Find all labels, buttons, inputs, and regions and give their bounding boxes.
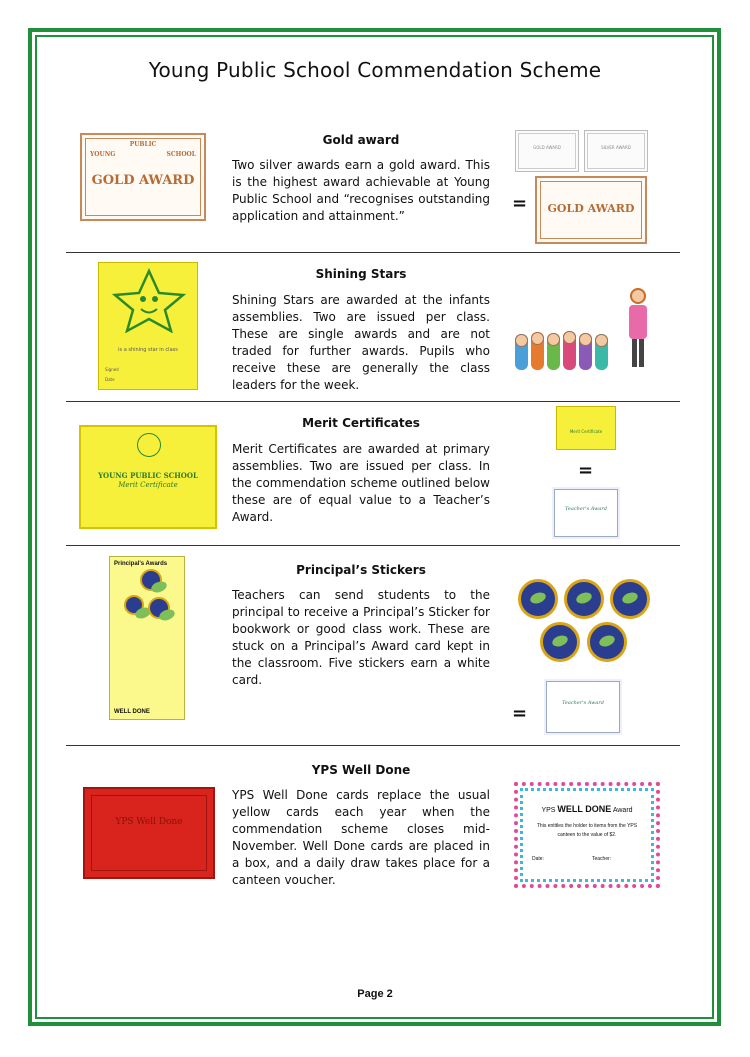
sticker-icon bbox=[148, 597, 170, 619]
children-illustration bbox=[515, 288, 660, 374]
card-field: Date bbox=[105, 377, 115, 382]
section-body: Merit Certificates are awarded at primary assemblies. Two are issued per class. In the commendation scheme outlined below these are of equal value to a Teacher’s Award. bbox=[232, 442, 490, 524]
card-title: YPS Well Done bbox=[115, 817, 183, 827]
merit-certificate-image bbox=[79, 425, 217, 529]
page-number: Page 2 bbox=[357, 988, 393, 1000]
sticker-icon bbox=[140, 569, 162, 591]
gold-award-certificate-image bbox=[80, 133, 206, 221]
card-field: Teacher: bbox=[592, 856, 612, 862]
section-divider bbox=[66, 545, 680, 546]
equals-sign: = bbox=[578, 460, 594, 481]
section-title: YPS Well Done bbox=[311, 763, 411, 777]
section-body: YPS Well Done cards replace the usual yellow cards each year when the commendation scheme closes mid-November. Well Done cards are placed in a box, and a daily draw takes place for a canteen voucher. bbox=[232, 788, 490, 887]
principal-sticker-icon bbox=[587, 622, 627, 662]
card-suffix: Award bbox=[612, 807, 633, 814]
principals-award-card-image bbox=[109, 556, 185, 720]
well-done-award-card-image bbox=[514, 782, 660, 888]
card-field: Signed bbox=[105, 367, 119, 372]
school-crest-icon bbox=[137, 433, 161, 457]
card-title: Principal's Awards bbox=[114, 561, 168, 567]
cert-text: SILVER AWARD bbox=[601, 145, 631, 150]
sticker-icon bbox=[124, 595, 144, 615]
teachers-award-card-image bbox=[546, 681, 620, 733]
star-icon bbox=[99, 263, 199, 333]
section-body: Two silver awards earn a gold award. This is the highest award achievable at Young Public School and “recognises outstanding application and attainment.” bbox=[232, 158, 490, 223]
yps-well-done-red-card-image bbox=[83, 787, 215, 879]
section-divider bbox=[66, 745, 680, 746]
section-title: Shining Stars bbox=[315, 267, 407, 281]
cert-school: YOUNG PUBLIC SCHOOL bbox=[98, 471, 198, 480]
silver-award-certificate-image bbox=[515, 130, 579, 172]
page-title: Young Public School Commendation Scheme bbox=[148, 58, 602, 82]
teacher-figure bbox=[627, 288, 649, 370]
silver-award-certificate-image bbox=[584, 130, 648, 172]
card-heading bbox=[518, 804, 656, 814]
principal-sticker-icon bbox=[540, 622, 580, 662]
cert-text: YOUNG bbox=[90, 151, 116, 158]
equals-sign: = bbox=[512, 193, 528, 214]
cert-title: GOLD AWARD bbox=[91, 173, 195, 188]
section-divider bbox=[66, 401, 680, 402]
cert-subtitle: Merit Certificate bbox=[569, 429, 603, 434]
principal-sticker-icon bbox=[564, 579, 604, 619]
teachers-award-card-image bbox=[554, 489, 618, 537]
section-title: Principal’s Stickers bbox=[296, 563, 426, 577]
card-title: Teacher's Award bbox=[561, 700, 605, 706]
gold-award-certificate-image-small bbox=[535, 176, 647, 244]
card-prefix: YPS bbox=[541, 807, 556, 814]
section-body: Teachers can send students to the principal to receive a Principal’s Sticker for bookwork or good class work. These are stuck on a Principal’s Award card kept in the classroom. Five stickers earn a white card. bbox=[232, 588, 490, 687]
principal-sticker-icon bbox=[518, 579, 558, 619]
cert-title: GOLD AWARD bbox=[547, 202, 635, 215]
section-divider bbox=[66, 252, 680, 253]
shining-star-card-image bbox=[98, 262, 198, 390]
section-title: Gold award bbox=[322, 133, 400, 147]
section-body: Shining Stars are awarded at the infants assemblies. Two are issued per class. These are single awards and are not traded for further awards. Pupils who receive these are generally the class leaders for the week. bbox=[232, 293, 490, 392]
cert-subtitle: Merit Certificate bbox=[118, 481, 178, 489]
card-bold: WELL DONE bbox=[557, 804, 612, 814]
cert-text: PUBLIC bbox=[129, 141, 157, 148]
card-field: Date: bbox=[532, 856, 544, 862]
card-footer: WELL DONE bbox=[114, 709, 150, 715]
merit-certificate-image-small bbox=[556, 406, 616, 450]
section-title: Merit Certificates bbox=[302, 416, 420, 430]
card-text: This entitles the holder to items from the YPS canteen to the value of $2. bbox=[536, 823, 638, 838]
cert-text: GOLD AWARD bbox=[533, 145, 561, 150]
card-title: Teacher's Award bbox=[564, 506, 608, 512]
cert-text: SCHOOL bbox=[166, 151, 196, 158]
principal-sticker-icon bbox=[610, 579, 650, 619]
equals-sign: = bbox=[512, 703, 528, 724]
card-caption: is a shining star in class bbox=[118, 347, 178, 353]
